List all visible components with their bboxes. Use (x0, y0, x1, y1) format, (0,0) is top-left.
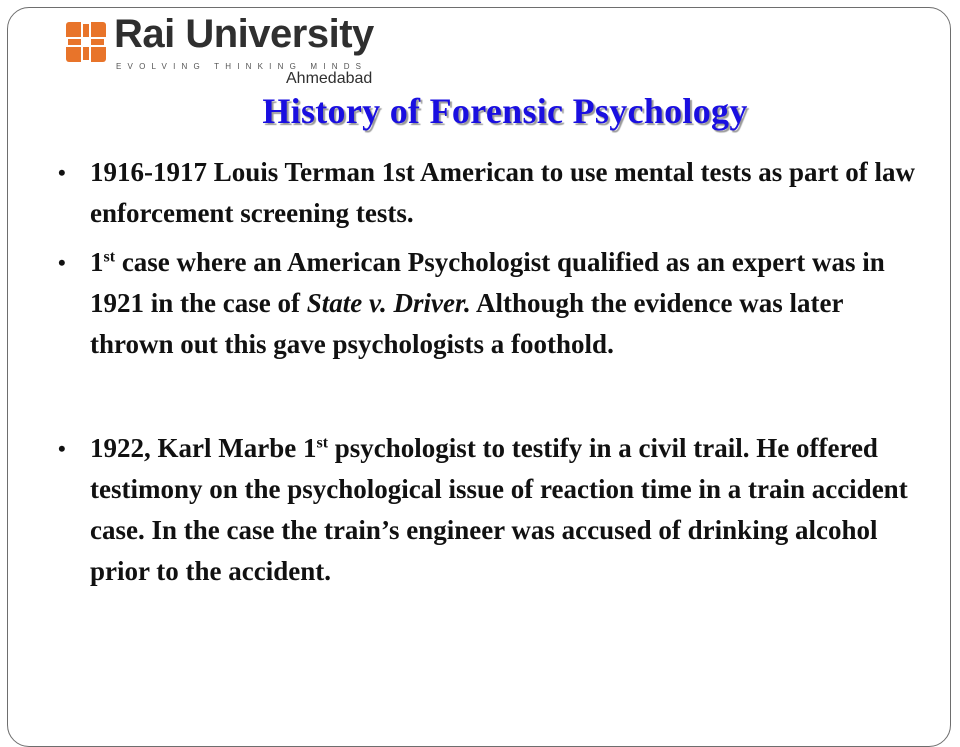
bullet-text-suffix: Although the evidence was later thrown out this gave psychologists a foothold. (90, 288, 843, 359)
bullet-item (58, 152, 928, 234)
bullet-list (58, 152, 928, 592)
bullet-text-prefix: 1922, Karl Marbe 1 (90, 433, 317, 463)
bullet-text-prefix: 1 (90, 247, 104, 277)
bullet-text: case where an American Psychologist qualified as an expert was in 1921 in the case of (90, 247, 885, 318)
bullet-dot-icon: • (58, 250, 66, 275)
ordinal-suffix: st (316, 434, 329, 452)
logo-name: Rai University (114, 12, 374, 56)
ordinal-suffix: st (103, 248, 116, 266)
logo-city: Ahmedabad (286, 70, 373, 87)
bullet-item (58, 428, 928, 592)
rai-university-logo-icon (64, 20, 108, 64)
bullet-dot-icon: • (58, 160, 66, 185)
case-name: State v. Driver. (306, 288, 471, 318)
logo-tagline: EVOLVING THINKING MINDS (116, 62, 368, 71)
bullet-text: psychologist to testify in a civil trail. He offered testimony on the psychological issue of reaction time in a train accident case. In the case the train’s engineer was accused of drinking alcohol prior to the accident. (90, 433, 908, 586)
bullet-text: 1916-1917 Louis Terman 1st American to use mental tests as part of law enforcement screening tests. (90, 157, 915, 228)
university-logo (64, 12, 394, 88)
bullet-item (58, 242, 928, 365)
bullet-dot-icon: • (58, 436, 66, 461)
slide-title: History of Forensic Psychology (262, 91, 748, 131)
